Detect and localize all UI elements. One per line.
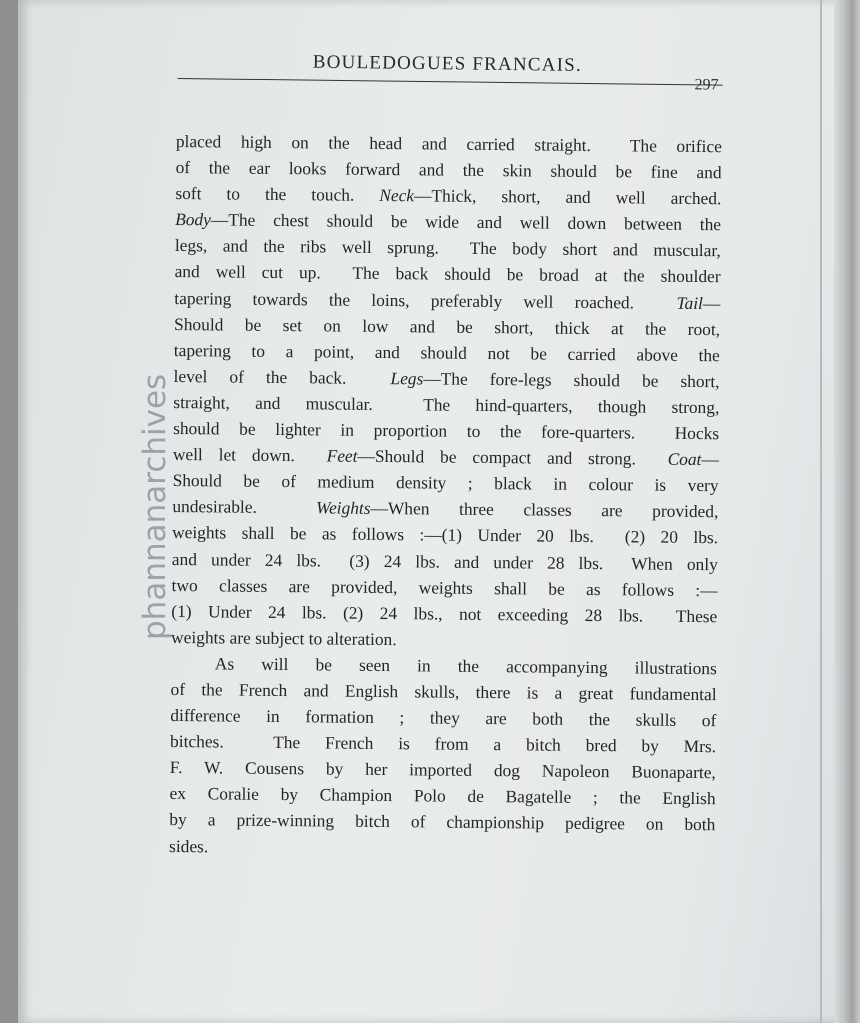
page-header [177,48,723,115]
text-line: Should be set on low and be short, thick at the root, [174,313,721,339]
header-rule [178,78,723,86]
text-line: difference in formation ; they are both the skulls of [170,705,717,731]
text-line: of the French and English skulls, there is a great fundamental [170,678,717,705]
text-line: legs, and the ribs well sprung. The body short and muscular, [174,235,721,261]
running-title: BOULEDOGUES FRANCAIS. [312,51,583,76]
text-line: tapering to a point, and should not be carried above the [173,339,720,365]
text-line: Should be of medium density ; black in colour is very [172,470,719,496]
text-line: straight, and muscular. The hind-quarters, though strong, [173,391,720,418]
next-page-edge [834,0,860,1023]
text-line: and well cut up. The back should be broad at the shoulder [174,261,721,287]
text-line: should be lighter in proportion to the fore-quarters. Hocks [173,418,720,444]
text-line: tapering towards the loins, preferably well roached. Tail— [174,287,721,313]
text-line: undesirable. Weights—When three classes are provided, [172,496,719,522]
text-line: by a prize-winning bitch of championship pedigree on both [169,809,716,835]
text-line: of the ear looks forward and the skin should be fine and [175,157,722,183]
book-page [18,0,860,1023]
text-line: ex Coralie by Champion Polo de Bagatelle ; the English [169,783,716,809]
text-line: bitches. The French is from a bitch bred by Mrs. [170,731,717,757]
watermark-text: phannanarchives [137,373,173,640]
text-line: well let down. Feet—Should be compact and strong. Coat— [172,444,719,470]
text-line: weights are subject to alteration. [171,626,397,649]
text-line: (1) Under 24 lbs. (2) 24 lbs., not exceeding 28 lbs. These [171,600,718,626]
text-line: two classes are provided, weights shall be as follows :— [171,574,718,600]
text-line: weights shall be as follows :—(1) Under 20 lbs. (2) 20 lbs. [172,522,719,548]
page-number: 297 [694,76,719,94]
text-line: level of the back. Legs—The fore-legs should be short, [173,365,720,392]
text-line: F. W. Cousens by her imported dog Napoleon Buonaparte, [169,757,716,783]
text-line: soft to the touch. Neck—Thick, short, and well arched. [175,183,722,209]
text-line: sides. [169,835,209,856]
text-line: and under 24 lbs. (3) 24 lbs. and under 28 lbs. When only [171,548,718,574]
page-gutter-line [820,0,822,1023]
body-text [169,128,722,864]
text-line: placed high on the head and carried straight. The orifice [175,130,722,157]
text-line: As will be seen in the accompanying illustrations [214,653,717,679]
text-line: Body—The chest should be wide and well down between the [175,209,722,235]
